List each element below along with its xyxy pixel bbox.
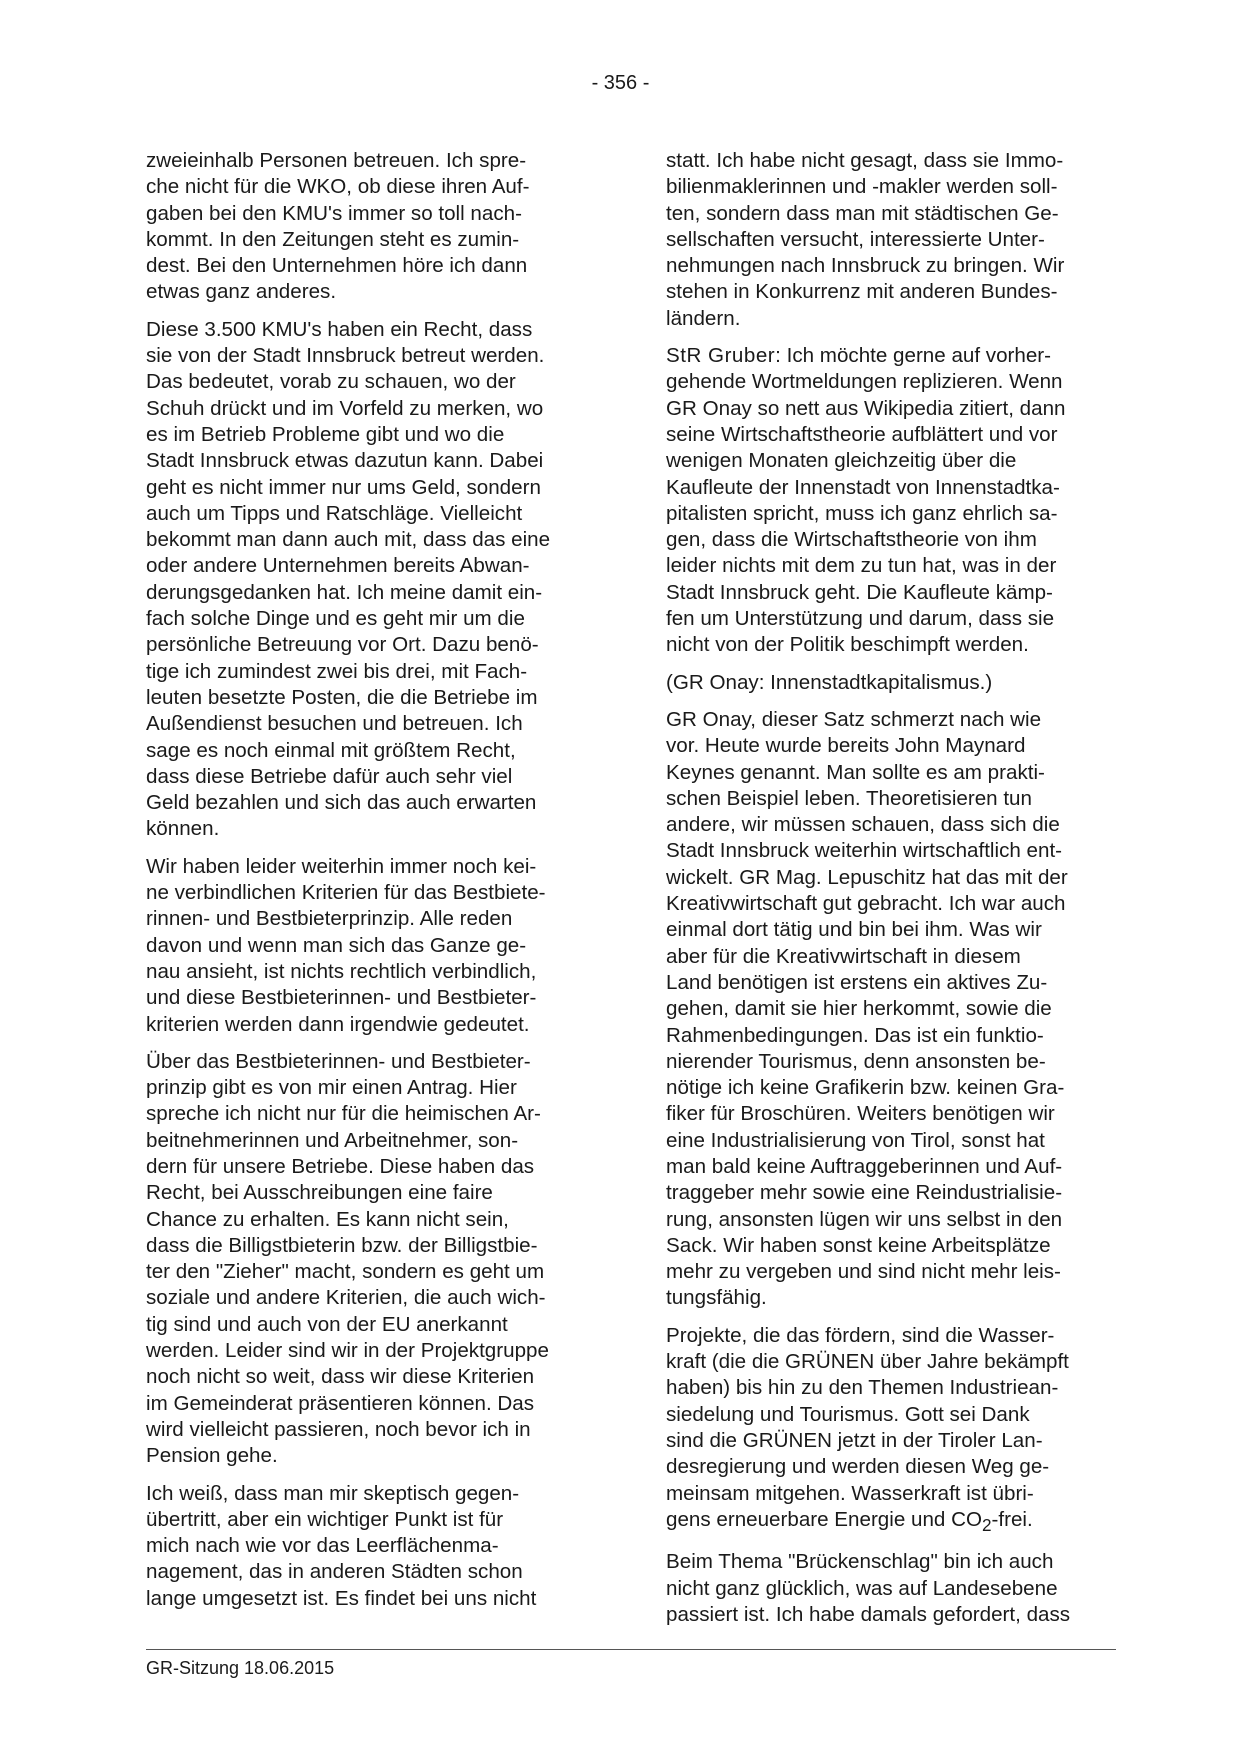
text-line: im Gemeinderat präsentieren können. Das xyxy=(146,1391,535,1415)
text-line: Keynes genannt. Man sollte es am prakti- xyxy=(666,760,1045,784)
text-line: traggeber mehr sowie eine Reindustrialisie- xyxy=(666,1181,1063,1205)
text-line: etwas ganz anderes. xyxy=(146,280,337,304)
subscript: 2 xyxy=(981,1514,992,1535)
text-line: aber für die Kreativwirtschaft in diesem xyxy=(666,944,1021,968)
text-line: nau ansieht, ist nichts rechtlich verbindlich, xyxy=(146,959,537,983)
text-line: Kaufleute der Innenstadt von Innenstadtka- xyxy=(666,475,1060,499)
text-line: Stadt Innsbruck etwas dazutun kann. Dabei xyxy=(146,449,544,473)
text-line: vor. Heute wurde bereits John Maynard xyxy=(666,734,1026,758)
text-line: statt. Ich habe nicht gesagt, dass sie Immo- xyxy=(666,149,1064,172)
text-line: noch nicht so weit, dass wir diese Kriterien xyxy=(146,1365,535,1389)
footer-divider xyxy=(146,1649,1116,1650)
text-line: zweieinhalb Personen betreuen. Ich spre- xyxy=(146,149,527,172)
paragraph xyxy=(146,148,594,306)
text-line: haben) bis hin zu den Themen Industriean- xyxy=(666,1376,1059,1400)
text-line: beitnehmerinnen und Arbeitnehmer, son- xyxy=(146,1128,519,1152)
text-line: leuten besetzte Posten, die die Betriebe im xyxy=(146,685,538,709)
text-line: wickelt. GR Mag. Lepuschitz hat das mit der xyxy=(666,865,1068,889)
paragraph xyxy=(666,148,1114,332)
text-line: Geld bezahlen und sich das auch erwarten xyxy=(146,791,537,815)
paragraph xyxy=(666,707,1114,1312)
text-line: wenigen Monaten gleichzeitig über die xyxy=(666,449,1017,473)
text-fragment: gens erneuerbare Energie und CO xyxy=(666,1507,982,1531)
text-line: bilienmaklerinnen und -makler werden soll- xyxy=(666,175,1058,199)
text-line: dass die Billigstbieterin bzw. der Billigstbie- xyxy=(146,1233,538,1257)
text-line: nicht ganz glücklich, was auf Landesebene xyxy=(666,1576,1058,1600)
text-line: kriterien werden dann irgendwie gedeutet. xyxy=(146,1012,530,1036)
text-line: ländern. xyxy=(666,306,741,330)
text-line: gehen, damit sie hier herkommt, sowie die xyxy=(666,997,1052,1021)
page-number: - 356 - xyxy=(591,72,650,94)
text-line: rung, ansonsten lügen wir uns selbst in den xyxy=(666,1207,1063,1231)
text-line: Wir haben leider weiterhin immer noch kei- xyxy=(146,854,537,878)
text-line: soziale und andere Kriterien, die auch wich- xyxy=(146,1286,546,1310)
text-line: GR Onay, dieser Satz schmerzt nach wie xyxy=(666,707,1042,731)
footer-text: GR-Sitzung 18.06.2015 xyxy=(146,1658,335,1678)
text-line: Das bedeutet, vorab zu schauen, wo der xyxy=(146,370,516,394)
text-line: Stadt Innsbruck weiterhin wirtschaftlich ent- xyxy=(666,839,1063,863)
paragraph xyxy=(666,1549,1114,1628)
text-line xyxy=(666,1507,1114,1538)
text-line: Rahmenbedingungen. Das ist ein funktio- xyxy=(666,1023,1044,1047)
text-line: nötige ich keine Grafikerin bzw. keinen Gra- xyxy=(666,1076,1065,1100)
text-line: schen Beispiel leben. Theoretisieren tun xyxy=(666,786,1032,810)
paragraph-lines xyxy=(666,369,1114,658)
text-line: nicht von der Politik beschimpft werden. xyxy=(666,633,1029,657)
text-line: pitalisten spricht, muss ich ganz ehrlich sa- xyxy=(666,501,1058,525)
text-line: leider nichts mit dem zu tun hat, was in der xyxy=(666,554,1057,578)
text-line: mehr zu vergeben und sind nicht mehr leis- xyxy=(666,1260,1061,1284)
text-line: siedelung und Tourismus. Gott sei Dank xyxy=(666,1402,1030,1426)
text-line: können. xyxy=(146,817,220,841)
text-line: eine Industrialisierung von Tirol, sonst hat xyxy=(666,1128,1045,1152)
text-line: nehmungen nach Innsbruck zu bringen. Wir xyxy=(666,254,1065,278)
text-line: persönliche Betreuung vor Ort. Dazu benö- xyxy=(146,633,539,657)
text-line: Chance zu erhalten. Es kann nicht sein, xyxy=(146,1207,509,1231)
text-line: passiert ist. Ich habe damals gefordert, dass xyxy=(666,1602,1071,1626)
text-line: Diese 3.500 KMU's haben ein Recht, dass xyxy=(146,317,533,341)
text-line: bekommt man dann auch mit, dass das eine xyxy=(146,528,551,552)
text-line: Land benötigen ist erstens ein aktives Zu- xyxy=(666,970,1048,994)
text-line: kraft (die die GRÜNEN über Jahre bekämpft xyxy=(666,1350,1069,1374)
text-line: tig sind und auch von der EU anerkannt xyxy=(146,1312,508,1336)
text-line: Außendienst besuchen und betreuen. Ich xyxy=(146,712,523,736)
text-fragment: -frei. xyxy=(991,1507,1033,1531)
paragraph xyxy=(146,1049,594,1470)
text-line: GR Onay so nett aus Wikipedia zitiert, dann xyxy=(666,396,1066,420)
text-line: mich nach wie vor das Leerflächenma- xyxy=(146,1534,499,1558)
text-line: auch um Tipps und Ratschläge. Vielleicht xyxy=(146,501,523,525)
paragraph xyxy=(146,1481,594,1612)
text-line: sind die GRÜNEN jetzt in der Tiroler Lan- xyxy=(666,1428,1043,1452)
text-line: dass diese Betriebe dafür auch sehr viel xyxy=(146,764,513,788)
paragraph xyxy=(666,670,1114,696)
text-line: einmal dort tätig und bin bei ihm. Was wir xyxy=(666,918,1042,942)
text-line: Schuh drückt und im Vorfeld zu merken, wo xyxy=(146,396,544,420)
paragraph xyxy=(666,1323,1114,1538)
text-line: Beim Thema "Brückenschlag" bin ich auch xyxy=(666,1550,1054,1574)
text-line: sage es noch einmal mit größtem Recht, xyxy=(146,738,516,762)
text-line: Kreativwirtschaft gut gebracht. Ich war auch xyxy=(666,892,1066,916)
text-line: Recht, bei Ausschreibungen eine faire xyxy=(146,1181,493,1205)
text-line xyxy=(666,343,1114,369)
text-line: dest. Bei den Unternehmen höre ich dann xyxy=(146,254,528,278)
text-line: gaben bei den KMU's immer so toll nach- xyxy=(146,201,522,225)
text-line: man bald keine Auftraggeberinnen und Auf- xyxy=(666,1154,1063,1178)
text-line: geht es nicht immer nur ums Geld, sondern xyxy=(146,475,541,499)
left-column xyxy=(146,148,594,1623)
text-line: tungsfähig. xyxy=(666,1286,767,1310)
text-line: ne verbindlichen Kriterien für das Bestbiete- xyxy=(146,881,546,905)
text-line: derungsgedanken hat. Ich meine damit ein- xyxy=(146,580,543,604)
text-fragment: : Ich möchte gerne auf vorher- xyxy=(775,344,1052,368)
text-line: stehen in Konkurrenz mit anderen Bundes- xyxy=(666,280,1058,304)
text-line: es im Betrieb Probleme gibt und wo die xyxy=(146,422,505,446)
text-line: ten, sondern dass man mit städtischen Ge- xyxy=(666,201,1059,225)
text-line: fiker für Broschüren. Weiters benötigen wir xyxy=(666,1102,1055,1126)
text-line: andere, wir müssen schauen, dass sich die xyxy=(666,813,1060,837)
text-line: Sack. Wir haben sonst keine Arbeitsplätze xyxy=(666,1233,1051,1257)
text-line: und diese Bestbieterinnen- und Bestbieter- xyxy=(146,986,537,1010)
text-line: prinzip gibt es von mir einen Antrag. Hier xyxy=(146,1076,517,1100)
text-line: sie von der Stadt Innsbruck betreut werden. xyxy=(146,344,545,368)
text-line: desregierung und werden diesen Weg ge- xyxy=(666,1455,1050,1479)
text-line: fach solche Dinge und es geht mir um die xyxy=(146,607,525,631)
text-line: lange umgesetzt ist. Es findet bei uns nicht xyxy=(146,1586,537,1610)
text-line: seine Wirtschaftstheorie aufblättert und vor xyxy=(666,422,1058,446)
text-line: dern für unsere Betriebe. Diese haben das xyxy=(146,1154,535,1178)
text-line: Stadt Innsbruck geht. Die Kaufleute kämp- xyxy=(666,580,1053,604)
text-line: Projekte, die das fördern, sind die Wasser- xyxy=(666,1323,1055,1347)
paragraph xyxy=(146,317,594,843)
text-line: tige ich zumindest zwei bis drei, mit Fach- xyxy=(146,659,528,683)
text-line: wird vielleicht passieren, noch bevor ich in xyxy=(146,1417,531,1441)
text-line: Ich weiß, dass man mir skeptisch gegen- xyxy=(146,1481,520,1505)
text-line: spreche ich nicht nur für die heimischen Ar- xyxy=(146,1102,541,1126)
text-line: meinsam mitgehen. Wasserkraft ist übri- xyxy=(666,1481,1034,1505)
text-line: Über das Bestbieterinnen- und Bestbieter- xyxy=(146,1049,531,1073)
text-line: Pension gehe. xyxy=(146,1444,278,1468)
text-line: rinnen- und Bestbieterprinzip. Alle reden xyxy=(146,907,513,931)
text-line: nierender Tourismus, denn ansonsten be- xyxy=(666,1049,1046,1073)
text-line: ter den "Zieher" macht, sondern es geht um xyxy=(146,1260,545,1284)
text-line: davon und wenn man sich das Ganze ge- xyxy=(146,933,527,957)
text-line: übertritt, aber ein wichtiger Punkt ist für xyxy=(146,1507,504,1531)
right-column xyxy=(666,148,1114,1639)
paragraph xyxy=(666,343,1114,659)
text-line: oder andere Unternehmen bereits Abwan- xyxy=(146,554,530,578)
text-line: che nicht für die WKO, ob diese ihren Auf- xyxy=(146,175,530,199)
text-line: (GR Onay: Innenstadtkapitalismus.) xyxy=(666,670,993,694)
text-line: fen um Unterstützung und darum, dass sie xyxy=(666,607,1055,631)
speaker-name: StR Gruber xyxy=(666,344,776,368)
text-line: sellschaften versucht, interessierte Unter- xyxy=(666,227,1045,251)
text-line: kommt. In den Zeitungen steht es zumin- xyxy=(146,227,520,251)
text-line: werden. Leider sind wir in der Projektgruppe xyxy=(146,1339,549,1363)
text-line: nagement, das in anderen Städten schon xyxy=(146,1560,523,1584)
paragraph-lines xyxy=(666,1323,1114,1507)
text-line: gehende Wortmeldungen replizieren. Wenn xyxy=(666,370,1063,394)
text-line: gen, dass die Wirtschaftstheorie von ihm xyxy=(666,528,1037,552)
paragraph xyxy=(146,854,594,1038)
